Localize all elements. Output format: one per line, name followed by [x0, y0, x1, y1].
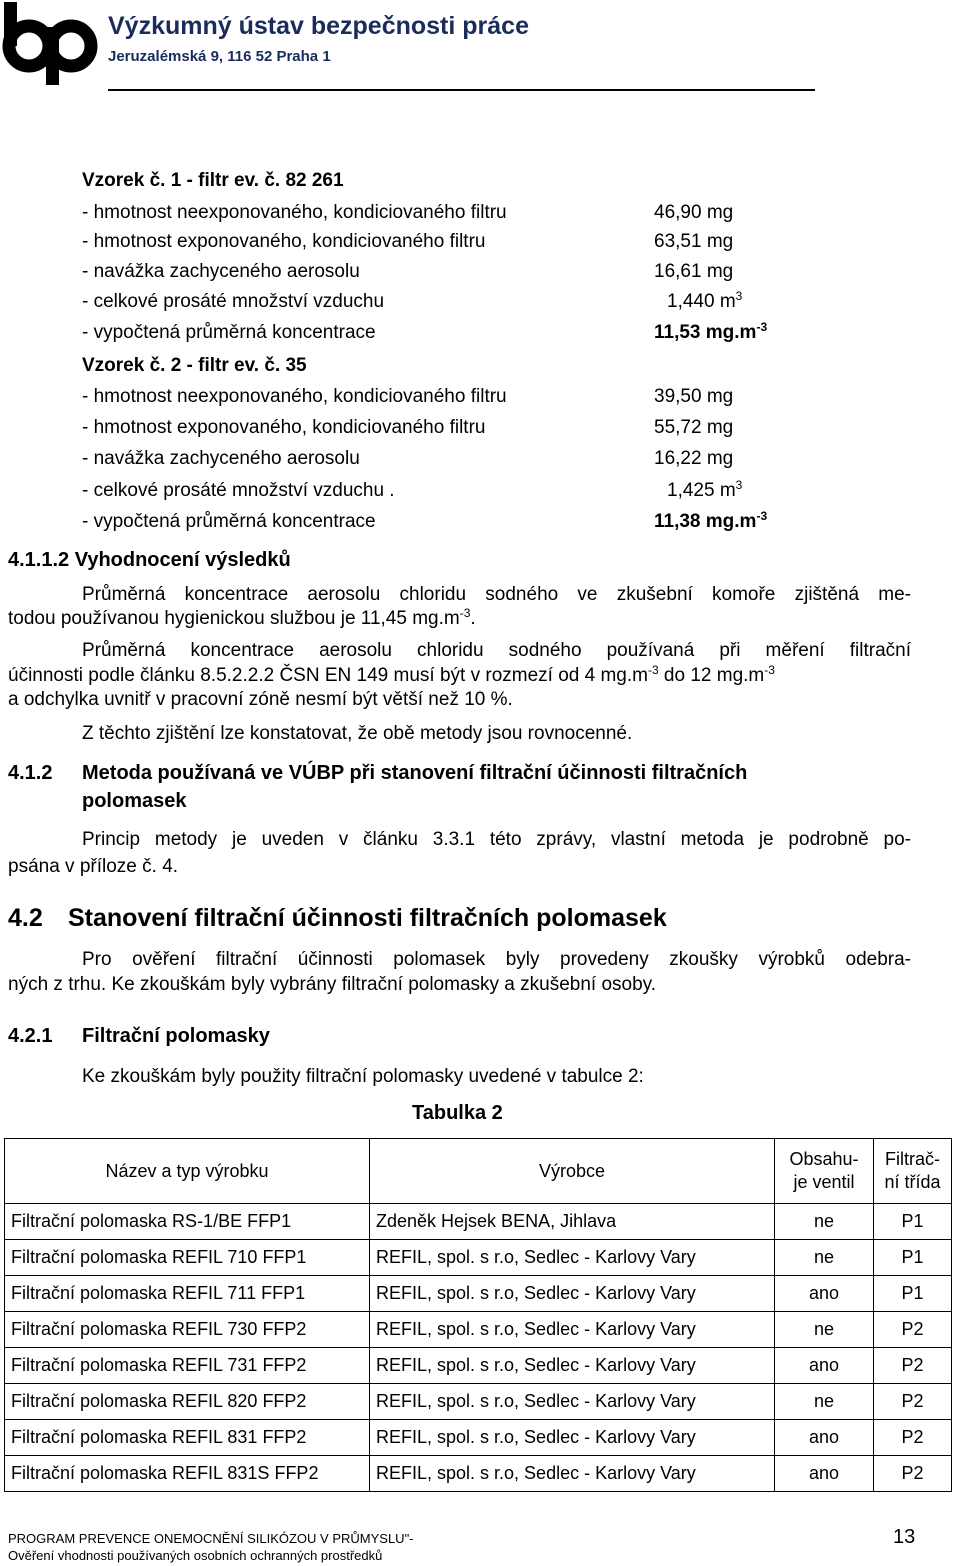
sec42-p-line1: Pro ověření filtrační účinnosti polomasek byly provedeny zkoušky výrobků odebra- [82, 949, 911, 970]
sample1-value-1: 46,90 mg [654, 202, 734, 223]
sec412-p-line2: psána v příloze č. 4. [8, 856, 179, 877]
heading-42-number: 4.2 [8, 904, 43, 932]
cell-maker: REFIL, spol. s r.o, Sedlec - Karlovy Vary [370, 1456, 775, 1492]
sample1-label-3: - navážka zachyceného aerosolu [82, 261, 360, 282]
heading-4112: 4.1.1.2 Vyhodnocení výsledků [8, 549, 291, 571]
table-header-row [5, 1139, 952, 1204]
sample1-title: Vzorek č. 1 - filtr ev. č. 82 261 [82, 170, 344, 191]
cell-maker: REFIL, spol. s r.o, Sedlec - Karlovy Vary [370, 1420, 775, 1456]
table-row [5, 1204, 952, 1240]
header-class: Filtrač- ní třída [874, 1139, 952, 1204]
cell-name: Filtrační polomaska REFIL 820 FFP2 [5, 1384, 370, 1420]
page-number: 13 [893, 1526, 916, 1548]
sample2-label-2: - hmotnost exponovaného, kondiciovaného filtru [82, 417, 486, 438]
table-row [5, 1348, 952, 1384]
sample2-label-3: - navážka zachyceného aerosolu [82, 448, 360, 469]
cell-valve: ano [775, 1276, 874, 1312]
vubp-logo [0, 0, 100, 90]
footer-line2: Ověření vhodnosti používaných osobních ochranných prostředků [8, 1548, 383, 1563]
cell-valve: ano [775, 1348, 874, 1384]
cell-valve: ano [775, 1456, 874, 1492]
heading-421-title: Filtrační polomasky [82, 1025, 270, 1047]
cell-maker: REFIL, spol. s r.o, Sedlec - Karlovy Vary [370, 1312, 775, 1348]
cell-maker: REFIL, spol. s r.o, Sedlec - Karlovy Vary [370, 1240, 775, 1276]
cell-maker: Zdeněk Hejsek BENA, Jihlava [370, 1204, 775, 1240]
sec4112-p3: Z těchto zjištění lze konstatovat, že obě metody jsou rovnocenné. [82, 723, 633, 744]
cell-valve: ne [775, 1204, 874, 1240]
sample2-label-5: - vypočtená průměrná koncentrace [82, 511, 376, 532]
sample1-label-5: - vypočtená průměrná koncentrace [82, 322, 376, 343]
cell-valve: ne [775, 1384, 874, 1420]
cell-name: Filtrační polomaska REFIL 730 FFP2 [5, 1312, 370, 1348]
sec4112-p1-line1: Průměrná koncentrace aerosolu chloridu sodného ve zkušební komoře zjištěná me- [82, 584, 911, 605]
sample1-value-2: 63,51 mg [654, 231, 734, 252]
sample1-label-2: - hmotnost exponovaného, kondiciovaného filtru [82, 231, 486, 252]
header-valve: Obsahu- je ventil [775, 1139, 874, 1204]
cell-valve: ne [775, 1240, 874, 1276]
cell-class: P2 [874, 1384, 952, 1420]
cell-class: P1 [874, 1276, 952, 1312]
sample2-value-3: 16,22 mg [654, 448, 734, 469]
cell-name: Filtrační polomaska REFIL 711 FFP1 [5, 1276, 370, 1312]
institute-address: Jeruzalémská 9, 116 52 Praha 1 [108, 48, 331, 65]
sample2-title: Vzorek č. 2 - filtr ev. č. 35 [82, 355, 307, 376]
sample1-value-5: 11,53 $mg.m^{-3}$ [654, 320, 768, 343]
table-row [5, 1420, 952, 1456]
cell-class: P1 [874, 1240, 952, 1276]
cell-name: Filtrační polomaska REFIL 831 FFP2 [5, 1420, 370, 1456]
sec4112-p2-line2: účinnosti podle článku 8.5.2.2.2 ČSN EN 149 musí být v rozmezí od 4 $mg.m^{-3}$ do 12 $mg.m^{-3}$ [8, 663, 775, 686]
cell-name: Filtrační polomaska REFIL 731 FFP2 [5, 1348, 370, 1384]
cell-valve: ne [775, 1312, 874, 1348]
cell-maker: REFIL, spol. s r.o, Sedlec - Karlovy Vary [370, 1276, 775, 1312]
sec421-p: Ke zkouškám byly použity filtrační polomasky uvedené v tabulce 2: [82, 1066, 644, 1087]
heading-421-number: 4.2.1 [8, 1025, 53, 1047]
cell-class: P1 [874, 1204, 952, 1240]
table-row [5, 1456, 952, 1492]
header-name: Název a typ výrobku [5, 1139, 370, 1204]
footer-line1: PROGRAM PREVENCE ONEMOCNĚNÍ SILIKÓZOU V PRŮMYSLU"- [8, 1531, 414, 1546]
sample1-label-4: - celkové prosáté množství vzduchu [82, 291, 385, 312]
cell-class: P2 [874, 1420, 952, 1456]
heading-42-title: Stanovení filtrační účinnosti filtračních polomasek [68, 904, 667, 932]
header-rule [108, 89, 815, 91]
cell-name: Filtrační polomaska REFIL 831S FFP2 [5, 1456, 370, 1492]
sample2-value-1: 39,50 mg [654, 386, 734, 407]
table-row [5, 1276, 952, 1312]
cell-class: P2 [874, 1348, 952, 1384]
products-table [4, 1138, 952, 1492]
table-caption: Tabulka 2 [412, 1102, 503, 1124]
sample2-value-5: 11,38 $mg.m^{-3}$ [654, 509, 768, 532]
header-maker: Výrobce [370, 1139, 775, 1204]
heading-412-number: 4.1.2 [8, 762, 53, 784]
sample2-value-4: 1,425 $m^3$ [667, 478, 743, 501]
table-row [5, 1312, 952, 1348]
institute-name: Výzkumný ústav bezpečnosti práce [108, 12, 529, 40]
sec4112-p1-line2: todou používanou hygienickou službou je 11,45 $mg.m^{-3}$. [8, 606, 476, 629]
cell-name: Filtrační polomaska REFIL 710 FFP1 [5, 1240, 370, 1276]
cell-valve: ano [775, 1420, 874, 1456]
heading-412-title-line1: Metoda používaná ve VÚBP při stanovení filtrační účinnosti filtračních [82, 762, 748, 784]
sample2-value-2: 55,72 mg [654, 417, 734, 438]
heading-412-title-line2: polomasek [82, 790, 187, 812]
sec4112-p2-line3: a odchylka uvnitř v pracovní zóně nesmí být větší než 10 %. [8, 689, 513, 710]
sample2-label-1: - hmotnost neexponovaného, kondiciovaného filtru [82, 386, 507, 407]
sec412-p-line1: Princip metody je uveden v článku 3.3.1 této zprávy, vlastní metoda je podrobně po- [82, 829, 911, 850]
table-row [5, 1240, 952, 1276]
cell-class: P2 [874, 1312, 952, 1348]
sample1-value-4: 1,440 $m^3$ [667, 289, 743, 312]
table-row [5, 1384, 952, 1420]
sec42-p-line2: ných z trhu. Ke zkouškám byly vybrány filtrační polomasky a zkušební osoby. [8, 974, 657, 995]
cell-maker: REFIL, spol. s r.o, Sedlec - Karlovy Vary [370, 1348, 775, 1384]
sample1-label-1: - hmotnost neexponovaného, kondiciovaného filtru [82, 202, 507, 223]
sample1-value-3: 16,61 mg [654, 261, 734, 282]
sample2-label-4: - celkové prosáté množství vzduchu . [82, 480, 395, 501]
cell-maker: REFIL, spol. s r.o, Sedlec - Karlovy Vary [370, 1384, 775, 1420]
cell-name: Filtrační polomaska RS-1/BE FFP1 [5, 1204, 370, 1240]
cell-class: P2 [874, 1456, 952, 1492]
sec4112-p2-line1: Průměrná koncentrace aerosolu chloridu sodného používaná při měření filtrační [82, 640, 911, 661]
